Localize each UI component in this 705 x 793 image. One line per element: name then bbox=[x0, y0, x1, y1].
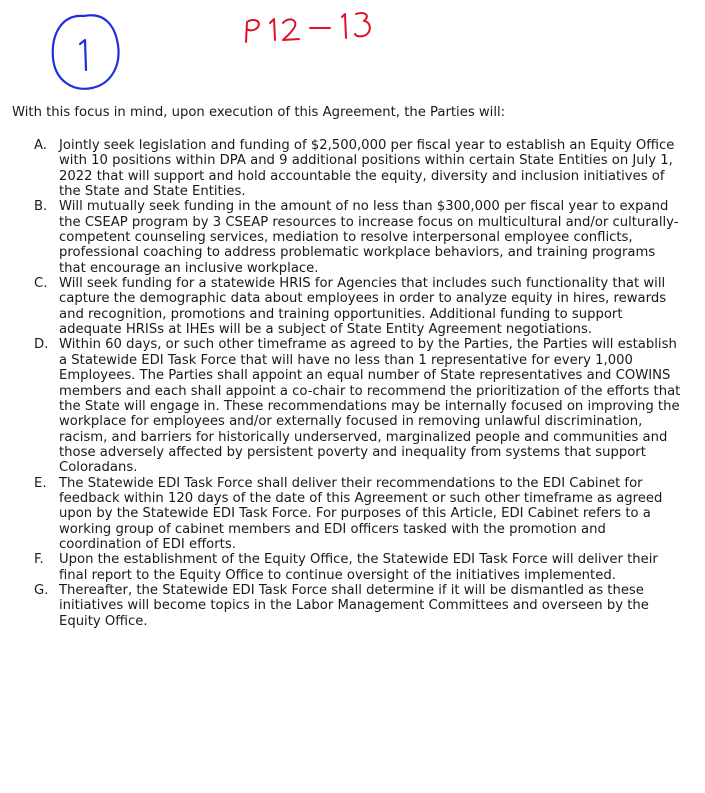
list-item bbox=[34, 276, 684, 337]
list-item bbox=[34, 138, 684, 199]
agreement-items-list bbox=[34, 138, 684, 629]
list-item-marker: G. bbox=[34, 582, 49, 598]
list-item-text: Within 60 days, or such other timeframe as agreed to by the Parties, the Parties will establish a Statewide EDI Task Force that will have no less than 1 representative for every 1,000 Employees. The Parties shall appoint an equal number of State representatives and COWINS members and each shall appoint a co-chair to recommend the prioritization of the efforts that the State will engage in. These recommendations may be internally focused on improving the workplace for employees and/or externally focused in removing unlawful discrimination, racism, and barriers for historically underserved, marginalized people and communities and those adversely affected by persistent poverty and inequality from systems that support Coloradans. bbox=[59, 337, 681, 476]
handwritten-number-1 bbox=[80, 40, 86, 70]
list-item-marker: C. bbox=[34, 276, 48, 292]
list-item-marker: F. bbox=[34, 552, 44, 568]
list-item-marker: A. bbox=[34, 138, 47, 153]
list-item-text: Will mutually seek funding in the amount of no less than $300,000 per fiscal year to expand the CSEAP program by 3 CSEAP resources to increase focus on multicultural and/or culturally-competent counseling services, mediation to resolve interpersonal employee conflicts, professional coaching to address problematic workplace behaviors, and training programs that encourage an inclusive workplace. bbox=[59, 199, 679, 276]
list-item-marker: E. bbox=[34, 475, 47, 491]
list-item-marker: D. bbox=[34, 337, 49, 353]
list-item bbox=[34, 552, 684, 583]
list-item-marker: B. bbox=[34, 199, 48, 215]
handwritten-page-note bbox=[246, 13, 370, 42]
list-item bbox=[34, 337, 684, 475]
list-item-text: Will seek funding for a statewide HRIS for Agencies that includes such functionality that will capture the demographic data about employees in order to analyze equity in hires, rewards and recognition, promotions and training opportunities. Additional funding to support adequate HRISs at IHEs will be a subject of State Entity Agreement negotiations. bbox=[59, 276, 667, 338]
handwritten-annotation bbox=[0, 0, 705, 120]
list-item-text: The Statewide EDI Task Force shall deliver their recommendations to the EDI Cabinet for feedback within 120 days of the date of this Agreement or such other timeframe as agreed upon by the Statewide EDI Task Force. For purposes of this Article, EDI Cabinet refers to a working group of cabinet members and EDI officers tasked with the promotion and coordination of EDI efforts. bbox=[59, 475, 663, 552]
list-item-text: Thereafter, the Statewide EDI Task Force shall determine if it will be dismantled as these initiatives will become topics in the Labor Management Committees and overseen by the Equity Office. bbox=[59, 582, 649, 629]
list-item-text: Upon the establishment of the Equity Office, the Statewide EDI Task Force will deliver their final report to the Equity Office to continue oversight of the initiatives implemented. bbox=[59, 552, 658, 583]
intro-paragraph: With this focus in mind, upon execution of this Agreement, the Parties will: bbox=[12, 105, 506, 120]
list-item bbox=[34, 583, 684, 629]
list-item bbox=[34, 199, 684, 276]
list-item-text: Jointly seek legislation and funding of $2,500,000 per fiscal year to establish an Equity Office with 10 positions within DPA and 9 additional positions within certain State Entities on July 1, 2022 that will support and hold accountable the equity, diversity and inclusion initiatives of the State and State Entities. bbox=[59, 138, 675, 200]
list-item bbox=[34, 476, 684, 553]
